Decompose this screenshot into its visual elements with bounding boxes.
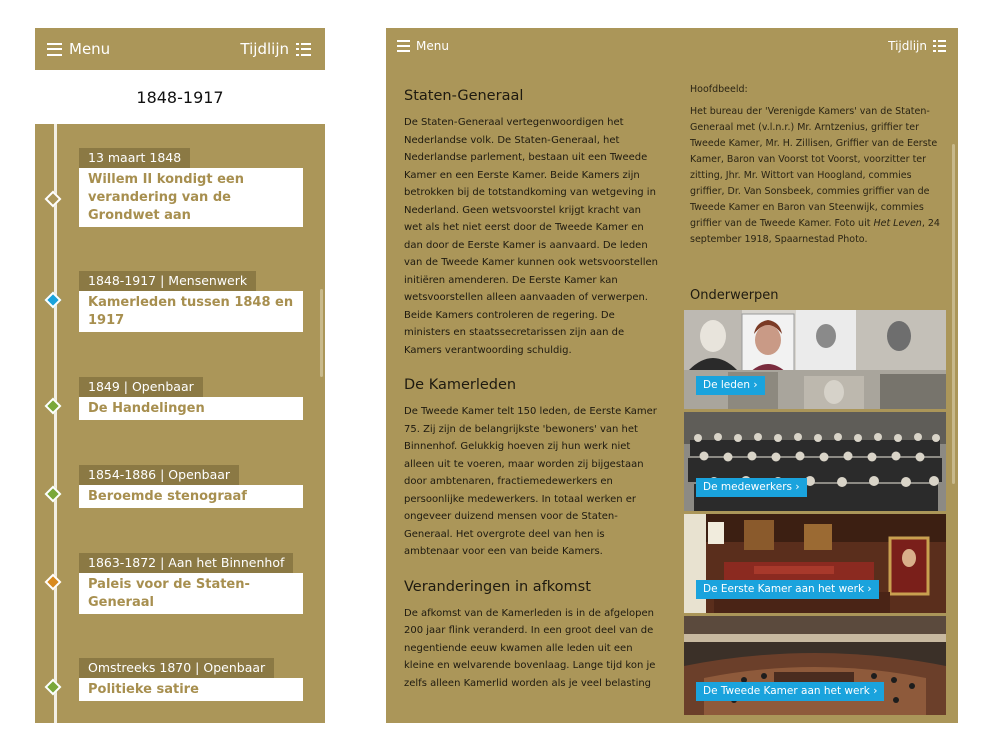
scrollbar[interactable] [952, 144, 955, 484]
diamond-marker-icon [45, 486, 62, 503]
event-tag: 1848-1917 | Mensenwerk [79, 271, 256, 291]
topics-heading: Onderwerpen [690, 288, 779, 303]
topic-tile-leden[interactable] [684, 310, 946, 409]
section-heading: Veranderingen in afkomst [404, 578, 591, 595]
topic-button[interactable]: De Eerste Kamer aan het werk › [696, 580, 879, 599]
event-title[interactable]: Willem II kondigt een verandering van de Grondwet aan [79, 168, 303, 227]
hamburger-icon [47, 43, 62, 56]
chevron-right-icon: › [867, 583, 872, 595]
topic-button[interactable]: De Tweede Kamer aan het werk › [696, 682, 884, 701]
section-heading: De Kamerleden [404, 377, 517, 393]
timeline-button[interactable] [240, 40, 311, 58]
timeline-label: Tijdlijn [240, 40, 289, 58]
diamond-marker-icon [45, 292, 62, 309]
topic-tile-eerste-kamer[interactable] [684, 514, 946, 613]
image-caption [690, 82, 942, 248]
event-tag: 1849 | Openbaar [79, 377, 203, 397]
event-tag: 13 maart 1848 [79, 148, 190, 168]
timeline-button[interactable] [888, 39, 946, 53]
event-title[interactable]: Paleis voor de Staten-Generaal [79, 573, 303, 614]
timeline [35, 124, 325, 723]
topic-tile-medewerkers[interactable] [684, 412, 946, 511]
section-heading: Staten-Generaal [404, 88, 524, 104]
event-tag: Omstreeks 1870 | Openbaar [79, 658, 274, 678]
top-bar [386, 28, 958, 64]
diamond-marker-icon [45, 679, 62, 696]
event-tag: 1854-1886 | Openbaar [79, 465, 239, 485]
caption-label: Hoofdbeeld: [690, 84, 748, 95]
diamond-marker-icon [45, 574, 62, 591]
list-icon [296, 43, 311, 56]
list-icon [933, 40, 946, 52]
chevron-right-icon: › [753, 379, 758, 391]
timeline-line [54, 124, 57, 723]
topic-button[interactable]: De medewerkers › [696, 478, 807, 497]
scrollbar[interactable] [320, 289, 323, 377]
chevron-right-icon: › [795, 481, 800, 493]
event-title[interactable]: Kamerleden tussen 1848 en 1917 [79, 291, 303, 332]
menu-label: Menu [69, 40, 111, 58]
period-title: 1848-1917 [35, 70, 325, 124]
event-title[interactable]: De Handelingen [79, 397, 303, 420]
menu-button[interactable] [397, 39, 449, 53]
chevron-right-icon: › [873, 685, 878, 697]
menu-label: Menu [416, 39, 449, 53]
article-body [404, 88, 662, 710]
event-tag: 1863-1872 | Aan het Binnenhof [79, 553, 293, 573]
caption-text: Het bureau der 'Verenigde Kamers' van de Staten-Generaal met (v.l.n.r.) Mr. Arntzenius, griffier ter Tweede Kamer, Mr. H. Zillisen, Griffier van de Eerste Kamer, Baron van Voorst tot Voorst, voorzitter ter zitting, Jhr. Mr. Wittort van Hoogland, commies griffier, Dr. Van Sonsbeek, commies griffier van de Tweede Kamer en Baron van Steenwijk, commies griffier van de Tweede Kamer. Foto uit Het Leven, 24 september 1918, Spaarnestad Photo. [690, 106, 940, 245]
menu-button[interactable] [47, 40, 110, 58]
article-panel [386, 28, 958, 723]
timeline-label: Tijdlijn [888, 39, 927, 53]
timeline-panel [35, 28, 325, 723]
top-bar [35, 28, 325, 70]
event-title[interactable]: Beroemde stenograaf [79, 485, 303, 508]
topic-button[interactable]: De leden › [696, 376, 765, 395]
topic-tiles [684, 310, 946, 718]
hamburger-icon [397, 40, 410, 52]
section-text: De Staten-Generaal vertegenwoordigen het Nederlandse volk. De Staten-Generaal, het Nederlandse parlement, bestaan uit een Tweede Kamer en een Eerste Kamer. Beide Kamers zijn betrokken bij de totstandkoming van wetgeving in Nederland. Geen wetsvoorstel krijgt kracht van wet als het niet eerst door de Tweede Kamer en dan door de Eerste Kamer is aanvaard. De leden van de Tweede Kamer kunnen ook wetsvoorstellen initiëren amenderen. De Eerste Kamer kan wetsvoorstellen alleen aanvaaden of verwerpen. Beide Kamers controleren de regering. De ministers en staatssecretarissen zijn aan de Kamers verantwoording schuldig. [404, 117, 658, 356]
section-text: De afkomst van de Kamerleden is in de afgelopen 200 jaar flink veranderd. In een groot deel van de negentiende eeuw kwamen alle leden uit een kleine en welvarende bovenlaag. Lange tijd kon je zelfs alleen Kamerlid worden als je veel belasting [404, 607, 656, 689]
event-title[interactable]: Politieke satire [79, 678, 303, 701]
diamond-marker-icon [45, 398, 62, 415]
topic-tile-tweede-kamer[interactable] [684, 616, 946, 715]
diamond-marker-icon [45, 191, 62, 208]
section-text: De Tweede Kamer telt 150 leden, de Eerste Kamer 75. Zij zijn de belangrijkste 'bewoners' van het Binnenhof. Gelukkig hoeven zij hun werk niet alleen uit te voeren, maar worden zij bijgestaan door ambtenaren, fractiemedewerkers en persoonlijke medewerkers. In totaal werken er ongeveer duizend mensen voor de Staten-Generaal. Het overgrote deel van hen is ambtenaar voor een van beide Kamers. [404, 406, 657, 557]
